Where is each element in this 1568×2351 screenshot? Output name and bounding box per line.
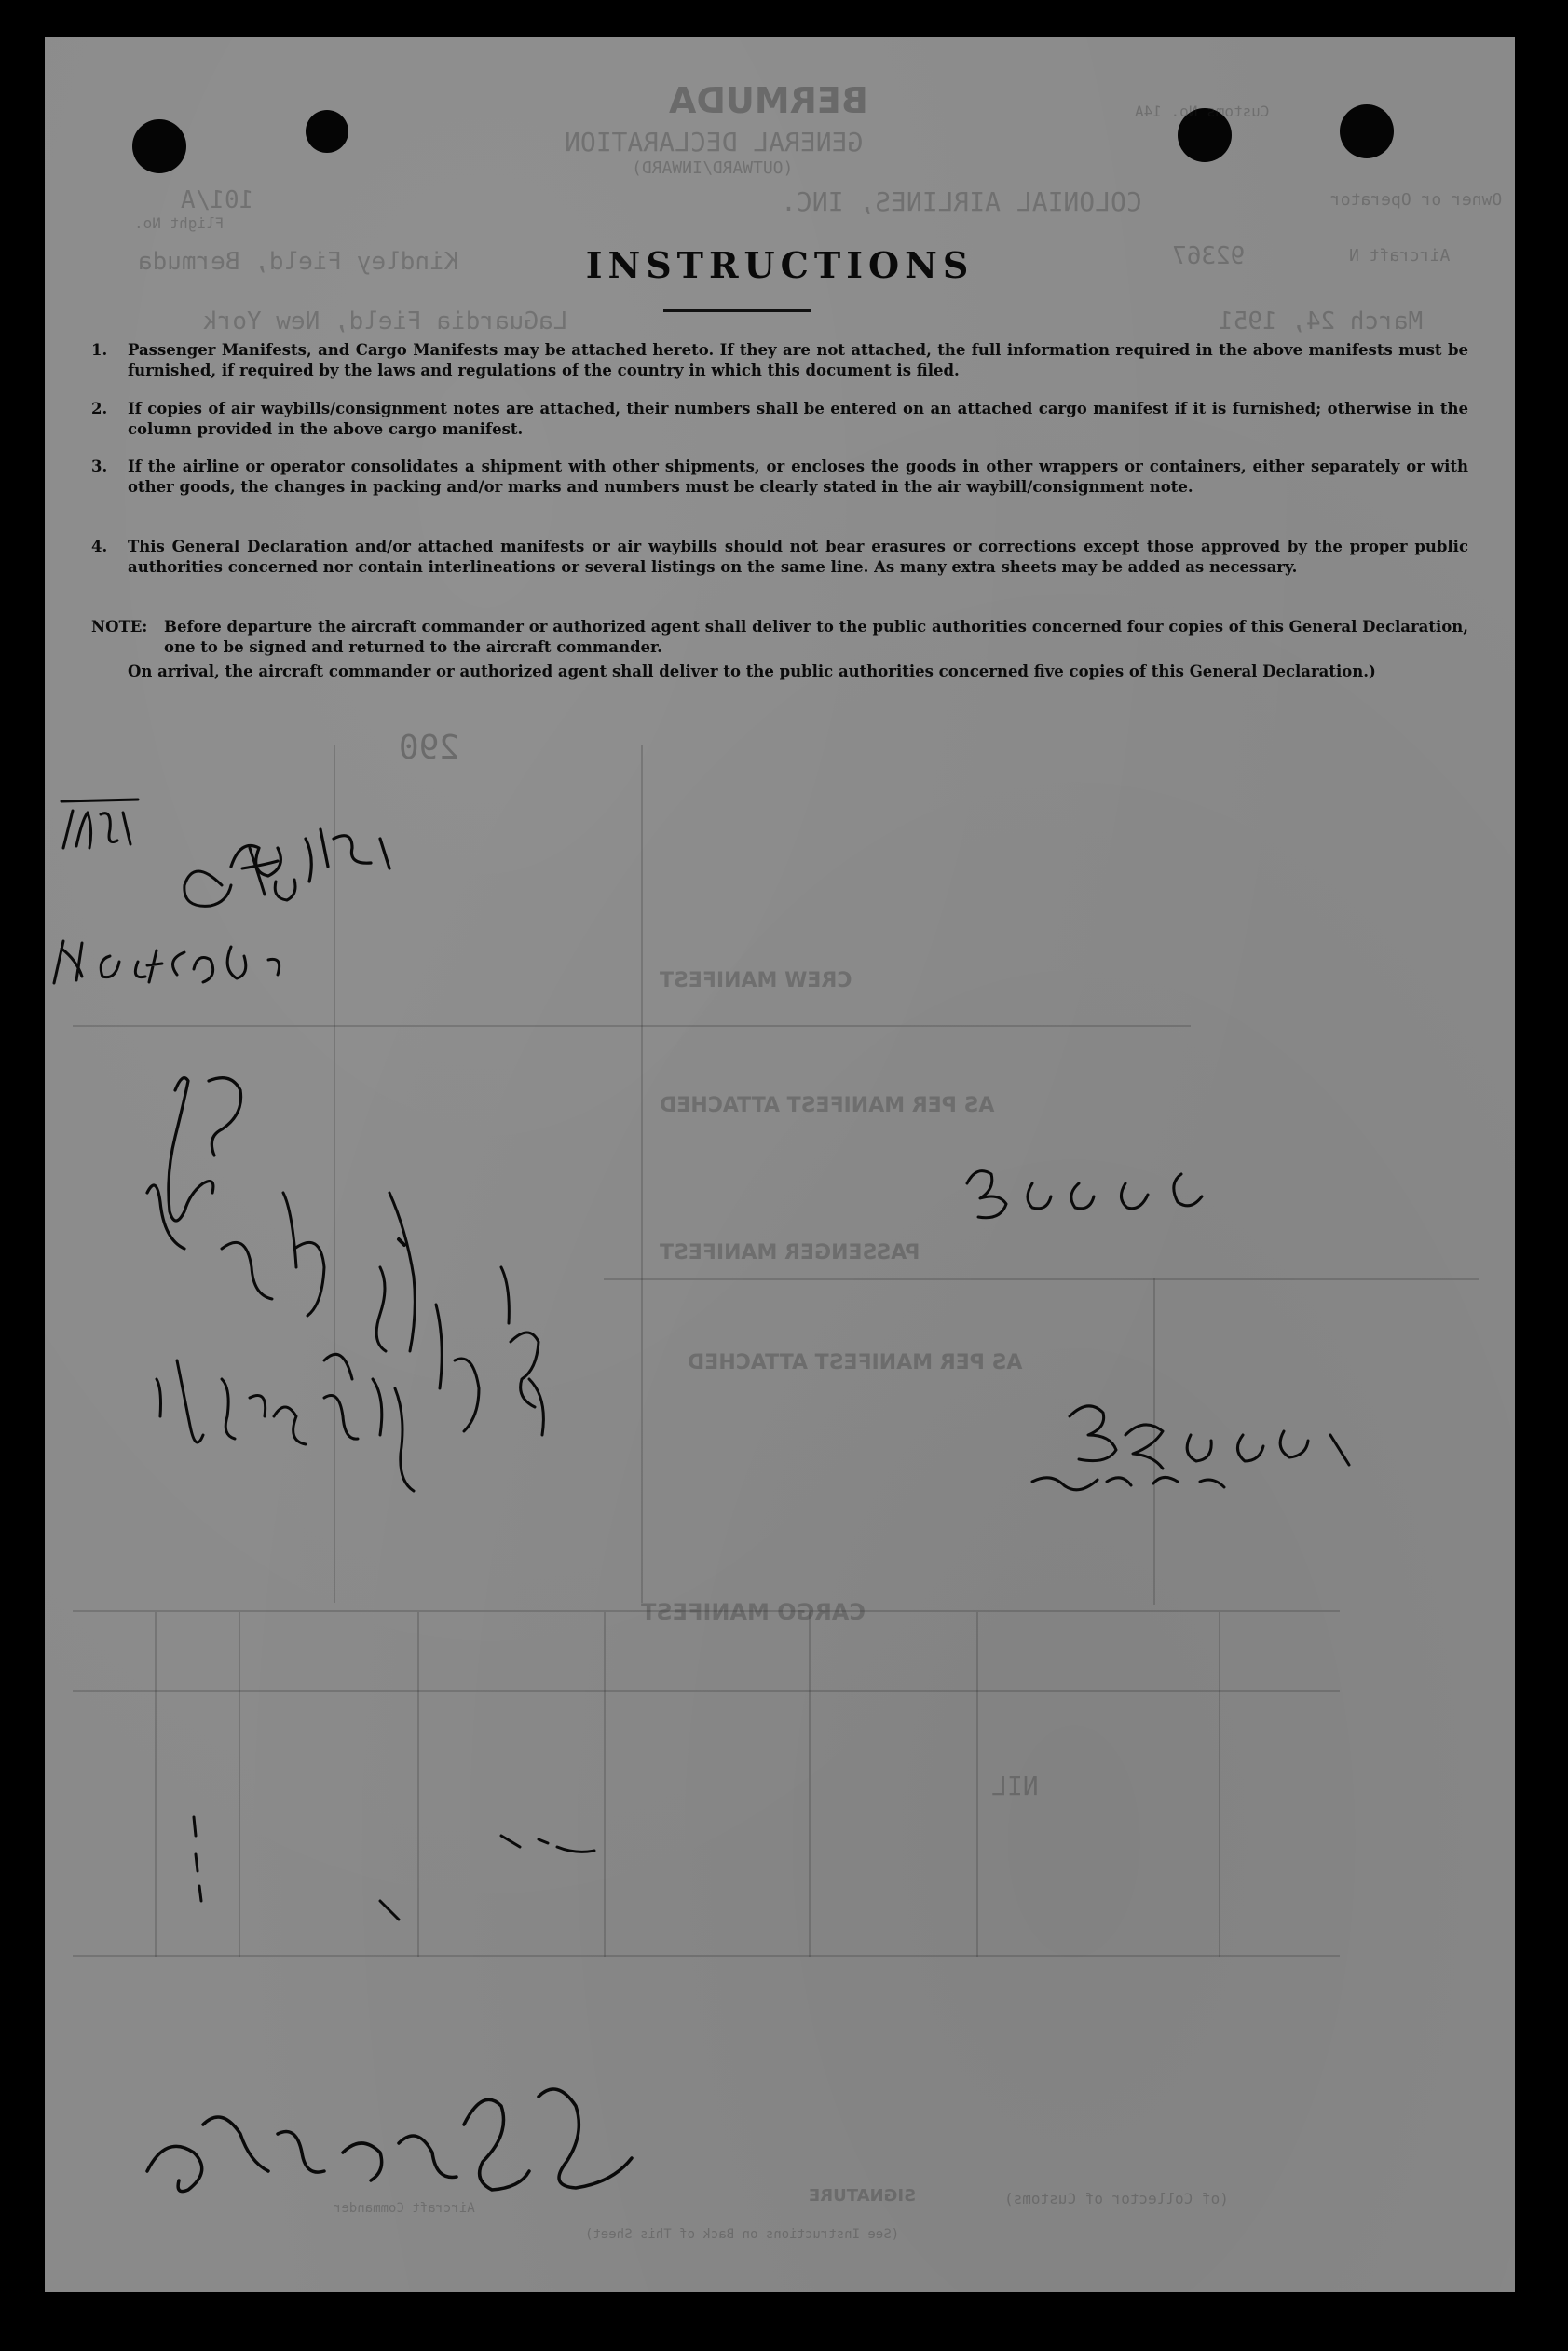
instruction-number: 2. (91, 400, 108, 417)
ghost-passenger-heading: PASSENGER MANIFEST (660, 1241, 920, 1264)
commander-signature (110, 2069, 669, 2208)
note-block (91, 617, 1468, 682)
ghost-rule (604, 1278, 1479, 1280)
instruction-item-2 (91, 399, 1468, 440)
handwriting-pen-mark-right-2 (1014, 1379, 1386, 1510)
ghost-crew-heading: CREW MANIFEST (660, 969, 852, 992)
ghost-rule (73, 1690, 1340, 1692)
ghost-owner-value: COLONIAL AIRLINES, INC. (781, 186, 1142, 217)
punch-hole-left-1 (132, 119, 186, 173)
ghost-header-title: BERMUDA (669, 80, 868, 121)
ghost-rule (1219, 1612, 1220, 1957)
ghost-to-value: LaGuardia Field, New York (203, 308, 568, 335)
ghost-signature-label: SIGNATURE (809, 2186, 917, 2206)
note-arrival-text: On arrival, the aircraft commander or authorized agent shall deliver to the public authorities concerned five copies of this General Declaration.) (128, 663, 1376, 680)
note-departure-text: Before departure the aircraft commander or authorized agent shall deliver to the public authorities concerned four copies of this General Declaration, one to be signed and returned to the aircraft commander. (164, 618, 1468, 656)
ghost-cargo-nil: NIL (991, 1770, 1039, 1801)
ghost-aircraft-value: 92367 (1172, 242, 1246, 270)
punch-hole-right-2 (1340, 104, 1394, 158)
ghost-from-value: Kindley Field, Bermuda (138, 248, 459, 276)
instruction-text: Passenger Manifests, and Cargo Manifests may be attached hereto. If they are not attached, the full information required in the above manifests must be furnished, if required by the laws and regulations of the country in which this document is filed. (128, 341, 1468, 379)
title-underline (663, 309, 811, 312)
ghost-crew-attached: AS PER MANIFEST ATTACHED (660, 1094, 995, 1117)
ghost-header-subtitle: GENERAL DECLARATION (565, 127, 864, 157)
ghost-flight-value: 101/A (181, 186, 254, 214)
instruction-text: If the airline or operator consolidates a shipment with other shipments, or encloses the goods in other wrappers or containers, either separately or with other goods, the changes in packing and/or marks and numbers must be clearly stated in the air waybill/consignment note. (128, 458, 1468, 496)
ghost-owner-label: Owner or Operator (1330, 190, 1503, 210)
ghost-form-number: Customs No. 14A (1135, 103, 1270, 120)
instruction-number: 1. (91, 341, 108, 359)
instruction-number: 3. (91, 458, 108, 475)
instruction-item-1 (91, 340, 1468, 381)
ghost-rule (73, 1955, 1340, 1957)
instruction-text: This General Declaration and/or attached manifests or air waybills should not bear erasures or corrections except those approved by the proper public authorities concerned nor contain interlineations or several listings on the same line. As many extra sheets may be added as necessary. (128, 538, 1468, 576)
ghost-commander-label: Aircraft Commander (334, 2201, 475, 2216)
punch-hole-left-2 (306, 110, 348, 153)
ghost-number-stamp: 290 (399, 729, 460, 767)
handwriting-pen-mark-right-1 (958, 1146, 1237, 1230)
instruction-text: If copies of air waybills/consignment notes are attached, their numbers shall be entered on an attached cargo manifest if it is furnished; otherwise in the column provided in the above cargo manifest. (128, 400, 1468, 438)
ghost-header-direction: (OUTWARD/INWARD) (632, 158, 794, 178)
page-title: INSTRUCTIONS (585, 244, 975, 286)
ghost-aircraft-label: Aircraft N (1349, 246, 1451, 266)
handwriting-check-marks (166, 1798, 650, 1948)
ghost-rule (809, 1612, 811, 1957)
ghost-back-instructions: (See Instructions on Back of This Sheet) (585, 2227, 900, 2242)
instruction-number: 4. (91, 538, 108, 555)
ghost-passenger-attached: AS PER MANIFEST ATTACHED (688, 1351, 1023, 1374)
ghost-rule (976, 1612, 978, 1957)
note-label: NOTE: (91, 618, 148, 636)
ghost-rule (641, 745, 643, 1603)
ghost-flight-label: Flight No. (134, 214, 225, 232)
ghost-rule (155, 1612, 157, 1957)
ghost-collector-label: (of Collector of Customs) (1004, 2190, 1229, 2207)
handwriting-top-initials (212, 811, 417, 895)
instruction-item-3 (91, 457, 1468, 498)
ghost-rule (73, 1610, 1340, 1612)
document-sheet (45, 37, 1515, 2292)
ghost-cargo-heading: CARGO MANIFEST (641, 1599, 866, 1625)
ghost-date-value: March 24, 1951 (1219, 308, 1424, 335)
instruction-item-4 (91, 537, 1468, 578)
